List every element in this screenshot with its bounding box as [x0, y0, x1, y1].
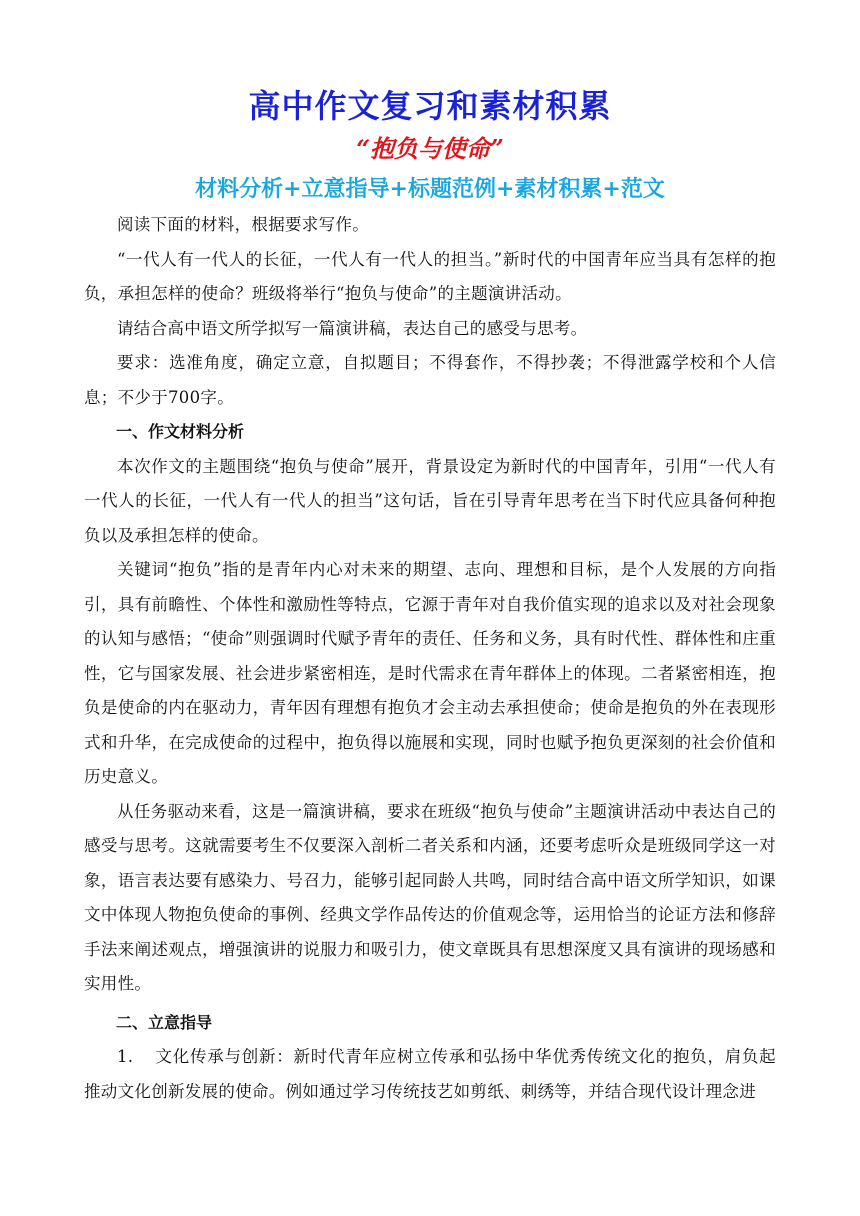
section-heading-guidance: 二、立意指导 — [116, 1012, 213, 1032]
document-subtitle: “抱负与使命” — [356, 134, 504, 163]
document-title: 高中作文复习和素材积累 — [248, 87, 612, 125]
guidance-item-text: 文化传承与创新：新时代青年应树立传承和弘扬中华优秀传统文化的抱负，肩负起推动文化创新发展的使命。例如通过学习传统技艺如剪纸、刺绣等，并结合现代设计理念进 — [84, 1047, 776, 1101]
prompt-intro: 阅读下面的材料，根据要求写作。 — [117, 215, 369, 234]
guidance-item — [84, 1040, 776, 1109]
analysis-paragraph: 从任务驱动来看，这是一篇演讲稿，要求在班级“抱负与使命”主题演讲活动中表达自己的感受与思考。这就需要考生不仅要深入剖析二者关系和内涵，还要考虑听众是班级同学这一对象，语言表达要有感染力、号召力，能够引起同龄人共鸣，同时结合高中语文所学知识，如课文中体现人物抱负使命的事例、经典文学作品传达的价值观念等，运用恰当的论证方法和修辞手法来阐述观点，增强演讲的说服力和吸引力，使文章既具有思想深度又具有演讲的现场感和实用性。 — [84, 801, 776, 993]
section-heading-analysis: 一、作文材料分析 — [116, 422, 245, 441]
prompt-requirements: 要求：选准角度，确定立意，自拟题目；不得套作，不得抄袭；不得泄露学校和个人信息；不少于700字。 — [84, 353, 776, 407]
prompt-task: 请结合高中语文所学拟写一篇演讲稿，表达自己的感受与思考。 — [117, 318, 588, 338]
analysis-paragraph: 本次作文的主题围绕“抱负与使命”展开，背景设定为新时代的中国青年，引用“一代人有一代人的长征，一代人有一代人的担当”这句话，旨在引导青年思考在当下时代应具备何种抱负以及承担怎样的使命。 — [84, 456, 776, 545]
analysis-paragraph: 关键词“抱负”指的是青年内心对未来的期望、志向、理想和目标，是个人发展的方向指引，具有前瞻性、个体性和激励性等特点，它源于青年对自我价值实现的追求以及对社会现象的认知与感悟；“使命”则强调时代赋予青年的责任、任务和义务，具有时代性、群体性和庄重性，它与国家发展、社会进步紧密相连，是时代需求在青年群体上的体现。二者紧密相连，抱负是使命的内在驱动力，青年因有理想有抱负才会主动去承担使命；使命是抱负的外在表现形式和升华，在完成使命的过程中，抱负得以施展和实现，同时也赋予抱负更深刻的社会价值和历史意义。 — [84, 560, 776, 786]
document-tagline: 材料分析+立意指导+标题范例+素材积累+范文 — [195, 176, 665, 202]
prompt-material: “一代人有一代人的长征，一代人有一代人的担当。”新时代的中国青年应当具有怎样的抱负，承担怎样的使命？班级将举行“抱负与使命”的主题演讲活动。 — [84, 249, 776, 303]
guidance-item-number: 1. — [117, 1047, 134, 1066]
